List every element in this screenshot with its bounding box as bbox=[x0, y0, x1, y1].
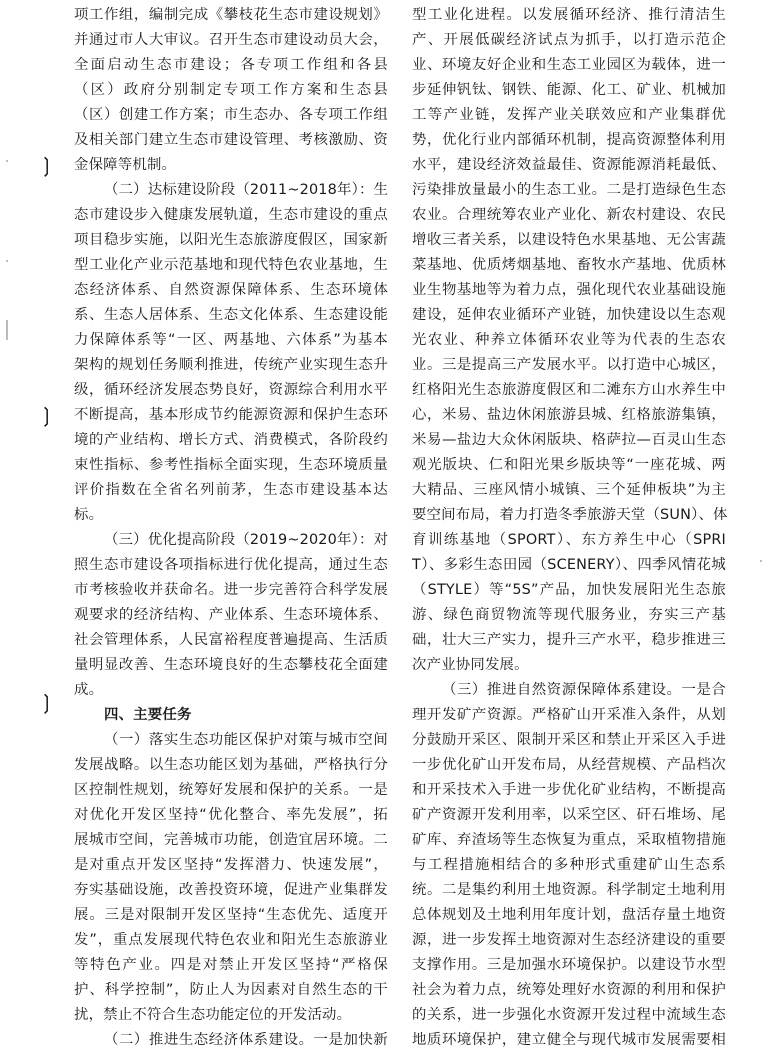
text-line: 展城市空间，完善城市功能，创造宜居环境。二 bbox=[74, 832, 388, 848]
text-line: T）、多彩生态田园（SCENERY）、四季风情花城 bbox=[412, 557, 726, 573]
text-line: 工等产业链，发挥产业关联效应和产业集群优 bbox=[412, 107, 726, 123]
text-line: 和开采技术入手进一步优化矿业结构，不断提高 bbox=[412, 782, 726, 798]
scan-speck bbox=[6, 320, 8, 340]
text-line: 产、开展低碳经济试点为抓手，以打造示范企 bbox=[412, 32, 726, 48]
text-line: 是对重点开发区坚持“发挥潜力、快速发展”， bbox=[74, 857, 388, 873]
text-line: 业、环境友好企业和生态工业园区为载体，进一 bbox=[412, 57, 726, 73]
text-line: 系、生态人居体系、生态文化体系、生态建设能 bbox=[74, 307, 388, 323]
text-line: 红格阳光生态旅游度假区和二滩东方山水养生中 bbox=[412, 382, 726, 398]
text-line: 及相关部门建立生态市建设管理、考核激励、资 bbox=[74, 132, 388, 148]
text-line: 育训练基地（SPORT）、东方养生中心（SPRI bbox=[412, 532, 726, 548]
text-line: 等特色产业。四是对禁止开发区坚持“严格保 bbox=[74, 957, 388, 973]
text-line: 并通过市人大审议。召开生态市建设动员大会， bbox=[74, 32, 388, 48]
text-line: 型工业化进程。以发展循环经济、推行清洁生 bbox=[412, 7, 726, 23]
text-line: 金保障等机制。 bbox=[74, 157, 177, 173]
text-line: 菜基地、优质烤烟基地、畜牧水产基地、优质林 bbox=[412, 257, 726, 273]
text-line: 态经济体系、自然资源保障体系、生态环境体 bbox=[74, 282, 388, 298]
text-line: 总体规划及土地利用年度计划，盘活存量土地资 bbox=[412, 907, 726, 923]
text-line: （二）推进生态经济体系建设。一是加快新 bbox=[104, 1032, 388, 1048]
right-column bbox=[412, 3, 726, 1053]
text-line: （STYLE）等“5S”产品，加快发展阳光生态旅 bbox=[412, 582, 726, 598]
text-line: 势，优化行业内部循环机制，提高资源整体利用 bbox=[412, 132, 726, 148]
text-line: 发”，重点发展现代特色农业和阳光生态旅游业 bbox=[74, 932, 388, 948]
text-line: 业生物基地等为着力点，强化现代农业基础设施 bbox=[412, 282, 726, 298]
scan-speck bbox=[760, 560, 762, 562]
text-line: 污染排放量最小的生态工业。二是打造绿色生态 bbox=[412, 182, 726, 198]
text-line: 农业。合理统筹农业产业化、新农村建设、农民 bbox=[412, 207, 726, 223]
text-line: 量明显改善、生态环境良好的生态攀枝花全面建 bbox=[74, 657, 388, 673]
text-line: 护、科学控制”，防止人为因素对自然生态的干 bbox=[74, 982, 388, 998]
text-line: 市考核验收并获命名。进一步完善符合科学发展 bbox=[74, 582, 388, 598]
text-line: （区）创建工作方案；市生态办、各专项工作组 bbox=[74, 107, 388, 123]
text-line: 矿产资源开发利用率，以采空区、矸石堆场、尾 bbox=[412, 807, 726, 823]
text-line: 水平，建设经济效益最佳、资源能源消耗最低、 bbox=[412, 157, 726, 173]
text-line: 束性指标、参考性指标全面实现，生态环境质量 bbox=[74, 457, 388, 473]
text-line: 社会为着力点，统筹处理好水资源的利用和保护 bbox=[412, 982, 726, 998]
text-line: 成。 bbox=[74, 682, 104, 698]
text-line: 源，进一步发挥土地资源对生态经济建设的重要 bbox=[412, 932, 726, 948]
text-line: 境的产业结构、增长方式、消费模式，各阶段约 bbox=[74, 432, 388, 448]
text-line: 不断提高，基本形成节约能源资源和保护生态环 bbox=[74, 407, 388, 423]
binding-hole-mark: ❳ bbox=[38, 153, 55, 177]
text-line: （二）达标建设阶段（2011~2018年）：生 bbox=[104, 182, 389, 198]
binding-hole-mark: ❳ bbox=[38, 403, 55, 427]
text-line: （三）优化提高阶段（2019~2020年）：对 bbox=[104, 532, 389, 548]
text-line: 评价指数在全省名列前茅，生态市建设基本达 bbox=[74, 482, 388, 498]
text-line: 级，循环经济发展态势良好，资源综合利用水平 bbox=[74, 382, 388, 398]
text-line: 的关系，进一步强化水资源开发过程中流域生态 bbox=[412, 1007, 726, 1023]
text-line: 支撑作用。三是加强水环境保护。以建设节水型 bbox=[412, 957, 726, 973]
text-line: 型工业化产业示范基地和现代特色农业基地，生 bbox=[74, 257, 388, 273]
text-line: 全面启动生态市建设；各专项工作组和各县 bbox=[74, 57, 388, 73]
text-line: 架构的规划任务顺利推进，传统产业实现生态升 bbox=[74, 357, 388, 373]
text-line: 米易—盐边大众休闲版块、格萨拉—百灵山生态 bbox=[412, 432, 726, 448]
text-line: 社会管理体系，人民富裕程度普遍提高、生活质 bbox=[74, 632, 388, 648]
text-line: 地质环境保护，建立健全与现代城市发展需要相 bbox=[412, 1032, 726, 1048]
text-line: 与工程措施相结合的多种形式重建矿山生态系 bbox=[412, 857, 726, 873]
text-line: 对优化开发区坚持“优化整合、率先发展”，拓 bbox=[74, 807, 388, 823]
text-line: 心，米易、盐边休闲旅游县城、红格旅游集镇， bbox=[412, 407, 726, 423]
text-line: 业。三是提高三产发展水平。以打造中心城区， bbox=[412, 357, 726, 373]
text-line: 观光版块、仁和阳光果乡版块等“一座花城、两 bbox=[412, 457, 726, 473]
text-line: 夯实基础设施，改善投资环境，促进产业集群发 bbox=[74, 882, 388, 898]
text-line: 态市建设步入健康发展轨道，生态市建设的重点 bbox=[74, 207, 388, 223]
scan-speck bbox=[6, 260, 8, 262]
text-line: 增收三者关系，以建设特色水果基地、无公害蔬 bbox=[412, 232, 726, 248]
text-line: 一步优化矿山开发布局，从经营规模、产品档次 bbox=[412, 757, 726, 773]
text-line: 要空间布局，着力打造冬季旅游天堂（SUN）、体 bbox=[412, 507, 728, 523]
text-line: 次产业协同发展。 bbox=[412, 657, 529, 673]
text-line: 建设，延伸农业循环产业链，加快建设以生态观 bbox=[412, 307, 726, 323]
text-line: 力保障体系等“一区、两基地、六体系”为基本 bbox=[74, 332, 388, 348]
text-line: （区）政府分别制定专项工作方案和生态县 bbox=[74, 82, 388, 98]
text-line: 展。三是对限制开发区坚持“生态优先、适度开 bbox=[74, 907, 388, 923]
text-line: 理开发矿产资源。严格矿山开采准入条件，从划 bbox=[412, 707, 726, 723]
text-line: 项工作组，编制完成《攀枝花生态市建设规划》 bbox=[74, 7, 388, 23]
text-line: 扰，禁止不符合生态功能定位的开发活动。 bbox=[74, 1007, 352, 1023]
text-line: 标。 bbox=[74, 507, 104, 523]
left-column bbox=[74, 3, 388, 1053]
text-line: （一）落实生态功能区保护对策与城市空间 bbox=[104, 732, 388, 748]
text-line: 发展战略。以生态功能区划为基础，严格执行分 bbox=[74, 757, 388, 773]
binding-hole-mark: ❳ bbox=[38, 690, 55, 714]
text-line: 分鼓励开采区、限制开采区和禁止开采区入手进 bbox=[412, 732, 726, 748]
text-line: 础，壮大三产实力，提升三产水平，稳步推进三 bbox=[412, 632, 726, 648]
text-line: 游、绿色商贸物流等现代服务业，夯实三产基 bbox=[412, 607, 726, 623]
text-line: 项目稳步实施，以阳光生态旅游度假区，国家新 bbox=[74, 232, 388, 248]
text-line: 矿库、弃渣场等生态恢复为重点，采取植物措施 bbox=[412, 832, 726, 848]
text-line: 步延伸钒钛、钢铁、能源、化工、矿业、机械加 bbox=[412, 82, 726, 98]
text-line: 照生态市建设各项指标进行优化提高，通过生态 bbox=[74, 557, 388, 573]
text-line: 观要求的经济结构、产业体系、生态环境体系、 bbox=[74, 607, 388, 623]
text-line: 光农业、种养立体循环农业等为代表的生态农 bbox=[412, 332, 726, 348]
section-heading: 四、主要任务 bbox=[104, 707, 192, 723]
text-line: 区控制性规划，统筹好发展和保护的关系。一是 bbox=[74, 782, 388, 798]
scan-speck bbox=[6, 160, 8, 162]
text-line: 大精品、三座风情小城镇、三个延伸板块”为主 bbox=[412, 482, 726, 498]
text-line: 统。二是集约利用土地资源。科学制定土地利用 bbox=[412, 882, 726, 898]
text-line: （三）推进自然资源保障体系建设。一是合 bbox=[442, 682, 726, 698]
